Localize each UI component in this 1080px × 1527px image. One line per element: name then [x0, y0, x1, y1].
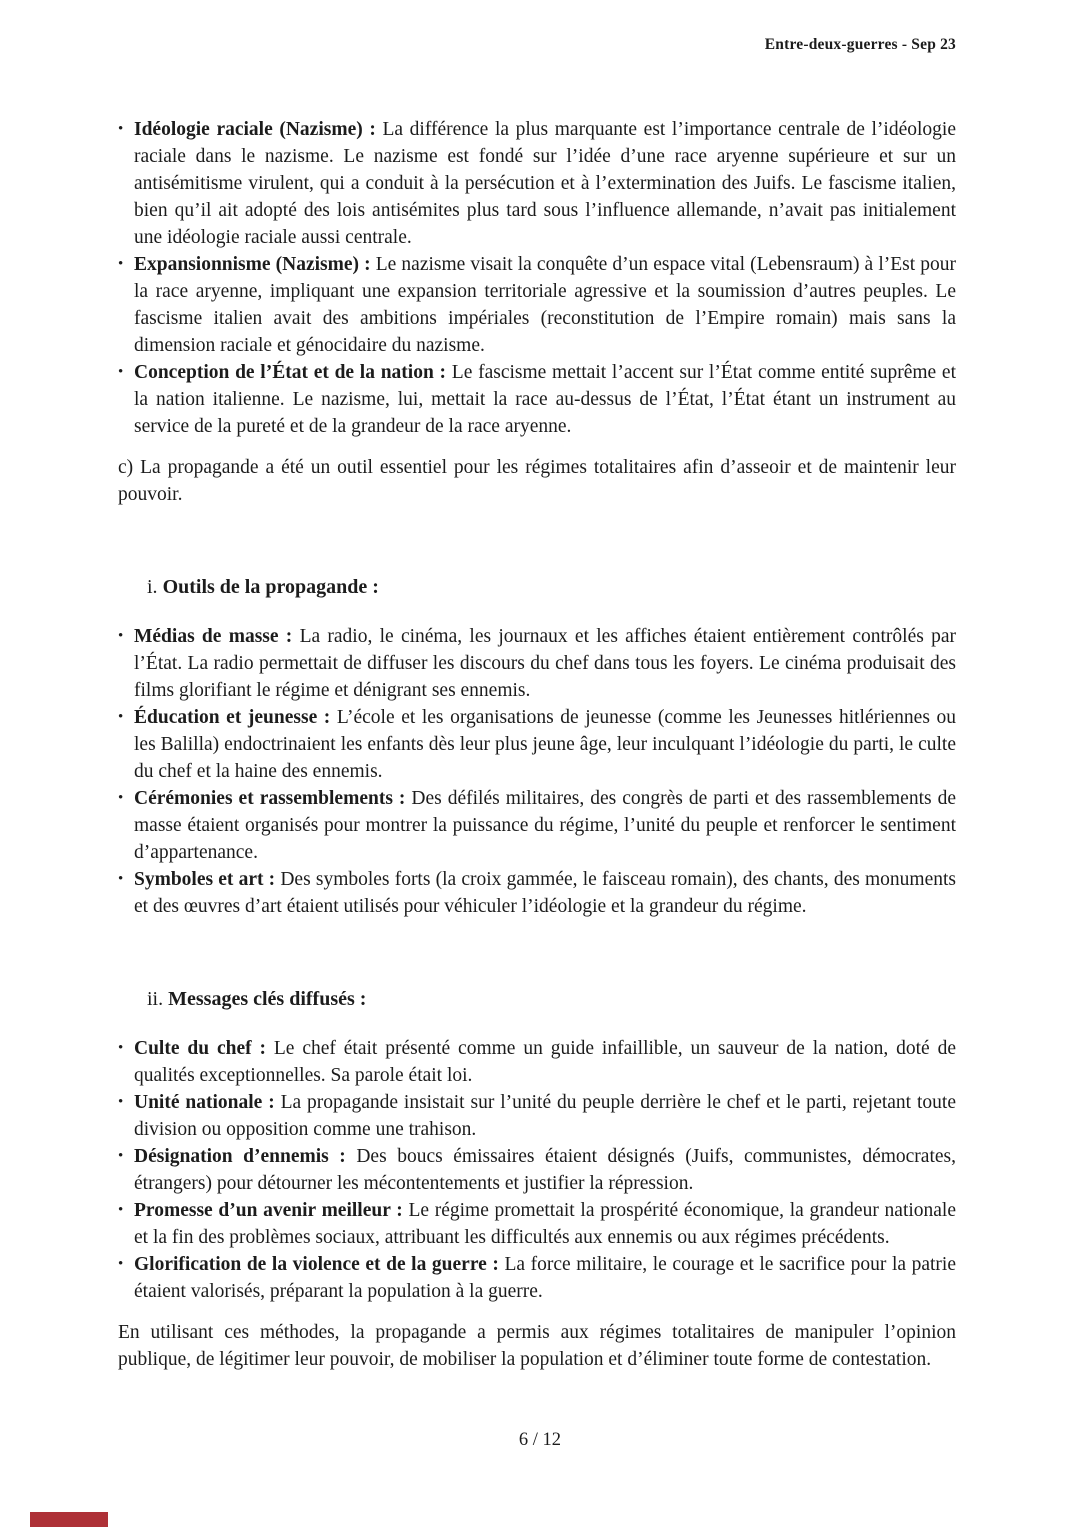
item-text: Des boucs émissaires étaient désignés (Juifs, communistes, démocrates, étrangers) pour détourner les mécontentements et justifier la répression. [134, 1146, 956, 1194]
heading-numeral: i. [147, 576, 158, 598]
item-text: La force militaire, le courage et le sacrifice pour la patrie étaient valorisés, préparant la population à la guerre. [134, 1254, 956, 1302]
paragraph-c: c) La propagande a été un outil essentiel pour les régimes totalitaires afin d’asseoir et de maintenir leur pouvoir. [118, 457, 956, 505]
list-item [118, 251, 956, 359]
heading-title: Messages clés diffusés : [168, 988, 367, 1010]
list-item [118, 623, 956, 704]
section-heading-ii [118, 986, 956, 1013]
item-term: Idéologie raciale (Nazisme) : [134, 119, 376, 140]
corner-red-mark [30, 1512, 108, 1527]
item-term: Culte du chef : [134, 1038, 266, 1059]
item-text: Le nazisme visait la conquête d’un espace vital (Lebensraum) à l’Est pour la race aryenne, impliquant une expansion territoriale agressive et la soumission d’autres peuples. Le fascisme italien avait des ambitions impériales (reconstitution de l’Empire romain) mais sans la dimension raciale et génocidaire du nazisme. [134, 254, 956, 356]
item-text: La différence la plus marquante est l’importance centrale de l’idéologie raciale dans le nazisme. Le nazisme est fondé sur l’idée d’une race aryenne supérieure et sur un antisémitisme virulent, qui a conduit à la persécution et à l’extermination des Juifs. Le fascisme italien, bien qu’il ait adopté des lois antisémites plus tard sous l’influence allemande, n’avait pas initialement une idéologie raciale aussi centrale. [134, 119, 956, 248]
tools-list [118, 623, 956, 920]
heading-title: Outils de la propagande : [162, 576, 379, 598]
messages-list [118, 1035, 956, 1305]
item-term: Glorification de la violence et de la guerre : [134, 1254, 499, 1275]
list-item [118, 1197, 956, 1251]
list-item [118, 1035, 956, 1089]
item-term: Cérémonies et rassemblements : [134, 788, 406, 809]
comparison-list [118, 116, 956, 440]
list-item [118, 1089, 956, 1143]
item-text: Des défilés militaires, des congrès de parti et des rassemblements de masse étaient organisés pour montrer la puissance du régime, l’unité du peuple et renforcer le sentiment d’appartenance. [134, 788, 956, 863]
heading-numeral: ii. [147, 988, 164, 1010]
list-item [118, 359, 956, 440]
item-term: Symboles et art : [134, 869, 276, 890]
item-text: La radio, le cinéma, les journaux et les affiches étaient entièrement contrôlés par l’État. La radio permettait de diffuser les discours du chef dans tous les foyers. Le cinéma produisait des films glorifiant le régime et dénigrant ses ennemis. [134, 626, 956, 701]
item-term: Conception de l’État et de la nation : [134, 362, 447, 383]
item-text: L’école et les organisations de jeunesse (comme les Jeunesses hitlériennes ou les Balilla) endoctrinaient les enfants dès leur plus jeune âge, leur inculquant l’idéologie du parti, le culte du chef et la haine des ennemis. [134, 707, 956, 782]
list-item [118, 704, 956, 785]
item-text: Le fascisme mettait l’accent sur l’État comme entité suprême et la nation italienne. Le nazisme, lui, mettait la race au-dessus de l’État, l’État étant un instrument au service de la pureté et de la grandeur de la race aryenne. [134, 362, 957, 437]
list-item [118, 1143, 956, 1197]
item-term: Unité nationale : [134, 1092, 275, 1113]
item-text: Le chef était présenté comme un guide infaillible, un sauveur de la nation, doté de qualités exceptionnelles. Sa parole était loi. [134, 1038, 957, 1086]
item-term: Expansionnisme (Nazisme) : [134, 254, 371, 275]
running-header: Entre-deux-guerres - Sep 23 [764, 36, 956, 53]
list-item [118, 1251, 956, 1305]
list-item [118, 116, 956, 251]
page-number: 6 / 12 [518, 1430, 562, 1450]
item-term: Désignation d’ennemis : [134, 1146, 346, 1167]
item-term: Médias de masse : [134, 626, 293, 647]
page-content [118, 116, 956, 1373]
list-item [118, 785, 956, 866]
item-term: Promesse d’un avenir meilleur : [134, 1200, 403, 1221]
item-text: Le régime promettait la prospérité économique, la grandeur nationale et la fin des problèmes sociaux, attribuant les difficultés aux ennemis ou aux régimes précédents. [134, 1200, 957, 1248]
section-heading-i [118, 574, 956, 601]
closing-paragraph: En utilisant ces méthodes, la propagande a permis aux régimes totalitaires de manipuler l’opinion publique, de légitimer leur pouvoir, de mobiliser la population et d’éliminer toute forme de contestation. [118, 1322, 956, 1370]
item-text: Des symboles forts (la croix gammée, le faisceau romain), des chants, des monuments et des œuvres d’art étaient utilisés pour véhiculer l’idéologie et la grandeur du régime. [134, 869, 956, 917]
list-item [118, 866, 956, 920]
item-term: Éducation et jeunesse : [134, 707, 331, 728]
item-text: La propagande insistait sur l’unité du peuple derrière le chef et le parti, rejetant toute division ou opposition comme une trahison. [134, 1092, 956, 1140]
